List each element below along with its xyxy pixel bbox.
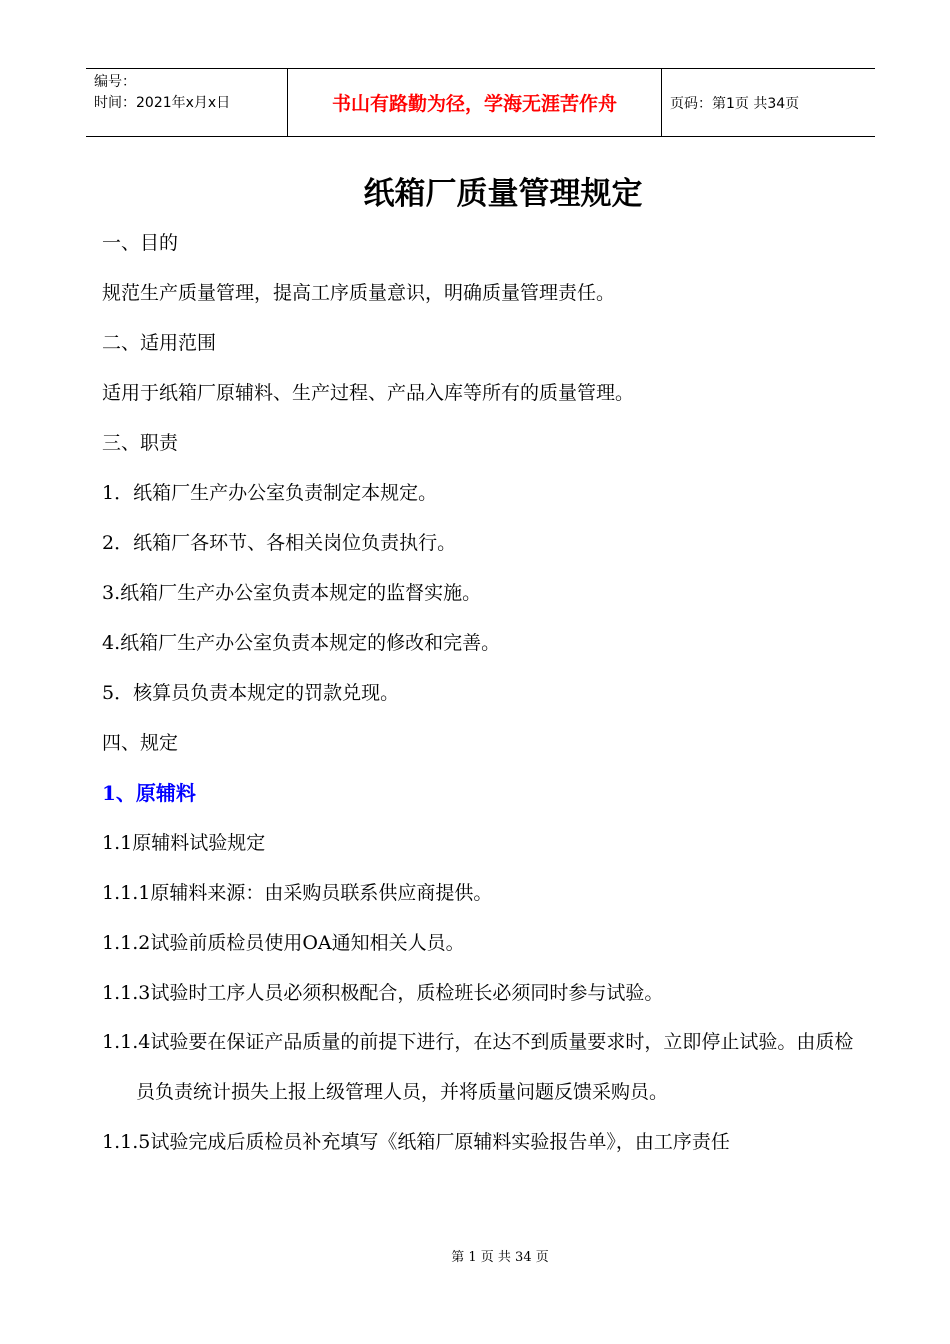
clause: 1.1.5试验完成后质检员补充填写《纸箱厂原辅料实验报告单》，由工序责任 xyxy=(102,1131,730,1153)
document-time-label: 时间：2021年x月x日 xyxy=(94,95,231,111)
list-item: 5．核算员负责本规定的罚款兑现。 xyxy=(102,682,400,704)
section-heading-purpose: 一、目的 xyxy=(102,232,179,254)
list-item: 4.纸箱厂生产办公室负责本规定的修改和完善。 xyxy=(102,632,501,654)
clause: 1.1.4试验要在保证产品质量的前提下进行，在达不到质量要求时，立即停止试验。由质检员负责统计损失上报上级管理人员，并将质量问题反馈采购员。 xyxy=(102,1031,854,1103)
header-info xyxy=(94,72,230,114)
list-item: 3.纸箱厂生产办公室负责本规定的监督实施。 xyxy=(102,582,482,604)
header-motto: 书山有路勤为径，学海无涯苦作舟 xyxy=(287,69,662,136)
paragraph: 规范生产质量管理，提高工序质量意识，明确质量管理责任。 xyxy=(102,282,616,304)
section-heading-scope: 二、适用范围 xyxy=(102,332,217,354)
document-number-label: 编号： xyxy=(94,74,136,90)
page-footer: 第 1 页 共 34 页 xyxy=(451,1250,549,1265)
section-heading-rules: 四、规定 xyxy=(102,732,179,754)
header-page-label: 页码：第1页 共34页 xyxy=(670,96,800,112)
clause-heading: 1.1原辅料试验规定 xyxy=(102,832,266,854)
paragraph: 适用于纸箱厂原辅料、生产过程、产品入库等所有的质量管理。 xyxy=(102,382,635,404)
clause: 1.1.3试验时工序人员必须积极配合，质检班长必须同时参与试验。 xyxy=(102,982,664,1004)
section-heading-duties: 三、职责 xyxy=(102,432,179,454)
list-item: 2．纸箱厂各环节、各相关岗位负责执行。 xyxy=(102,532,457,554)
document-body xyxy=(102,218,867,1167)
document-header xyxy=(86,68,875,137)
document-title: 纸箱厂质量管理规定 xyxy=(363,176,643,212)
subsection-heading-raw-materials: 1、原辅料 xyxy=(102,781,196,805)
clause: 1.1.2试验前质检员使用OA通知相关人员。 xyxy=(102,932,465,954)
list-item: 1．纸箱厂生产办公室负责制定本规定。 xyxy=(102,482,438,504)
clause: 1.1.1原辅料来源：由采购员联系供应商提供。 xyxy=(102,882,493,904)
